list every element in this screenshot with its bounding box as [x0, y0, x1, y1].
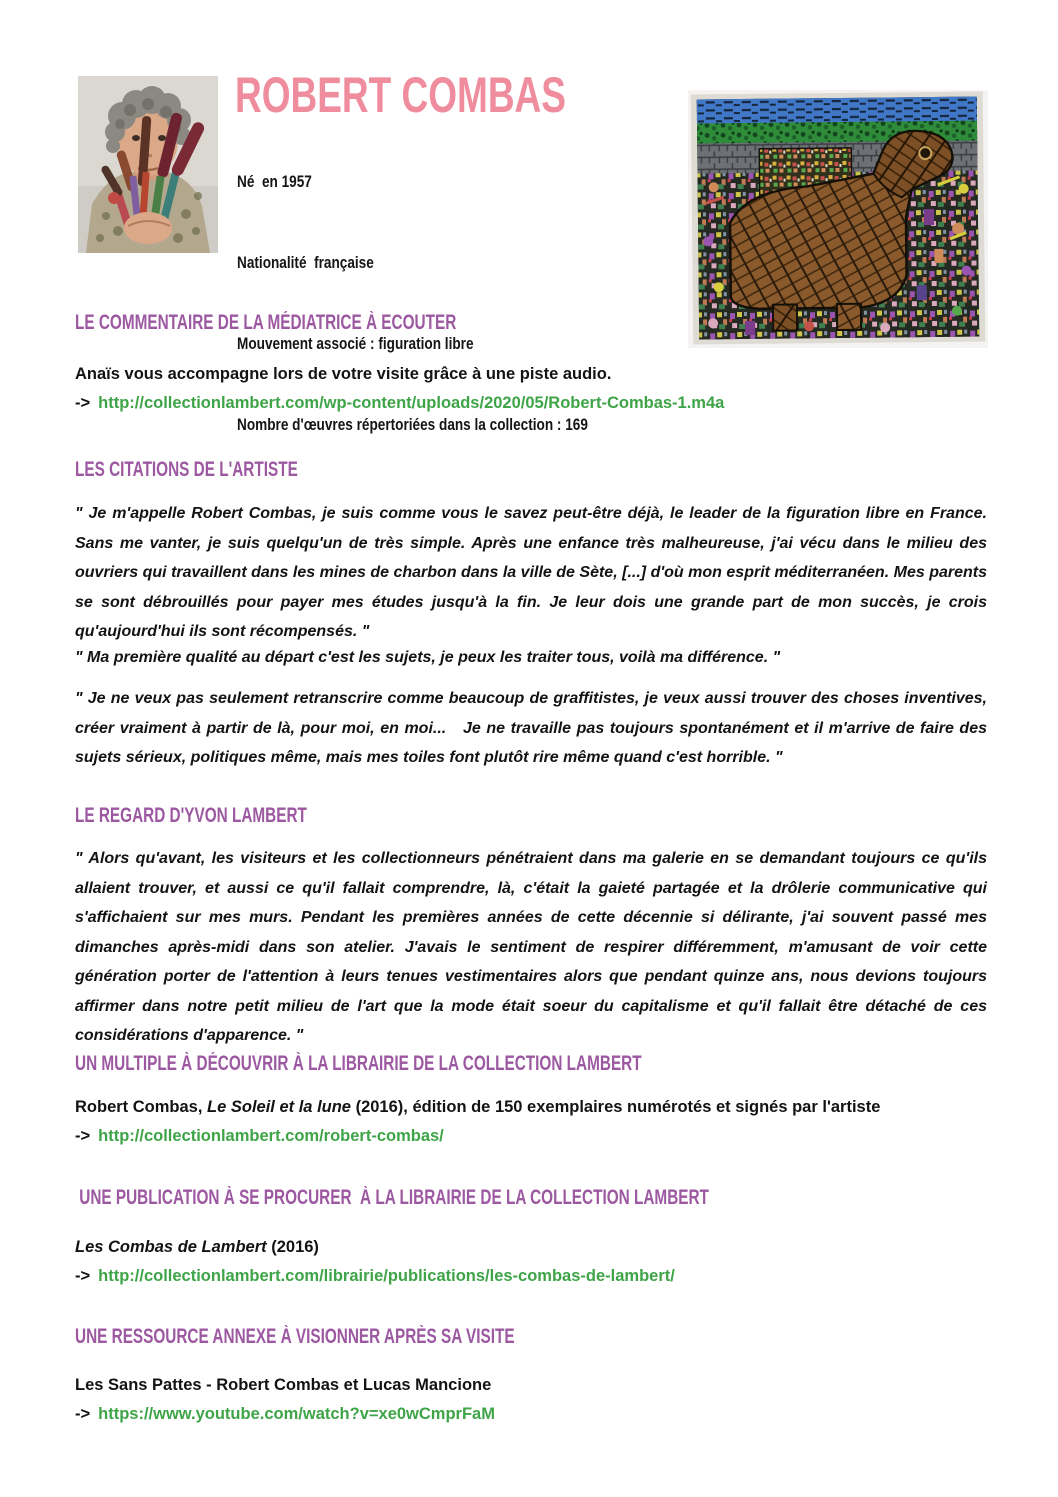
artist-quote-3: " Je ne veux pas seulement retranscrire comme beaucoup de graffitistes, je veux aussi trouver des choses inventives, créer vraiment à partir de là, pour moi, en moi... Je ne travaille pas toujours spontanément et il m'arrive de faire des sujets sérieux, politiques même, mais mes toiles font plutôt rire même quand c'est horrible. "	[75, 690, 992, 766]
portrait-photo	[78, 76, 218, 253]
publication-link-row	[75, 1263, 675, 1290]
publication-title: Les Combas de Lambert	[75, 1238, 267, 1256]
section-heading-publication: UNE PUBLICATION À SE PROCURER À LA LIBRAIRIE DE LA COLLECTION LAMBERT	[75, 1186, 709, 1209]
section-heading-regard: LE REGARD D'YVON LAMBERT	[75, 804, 307, 827]
audio-link[interactable]: http://collectionlambert.com/wp-content/uploads/2020/05/Robert-Combas-1.m4a	[98, 394, 725, 412]
artist-quote-1: " Je m'appelle Robert Combas, je suis comme vous le savez peut-être déjà, le leader de la figuration libre en France. Sans me vanter, je suis quelqu'un de très simple. Après une enfance très malheureuse, j'ai vécu dans le milieu des ouvriers qui travaillent dans les mines de charbon dans la ville de Sète, [...] d'où mon esprit méditerranéen. Mes parents se sont débrouillés pour payer mes études jusqu'à la fin. Je leur dois une grande part de mon succès, je crois qu'aujourd'hui ils sont récompensés. "	[75, 505, 992, 640]
link-arrow: ->	[75, 1267, 91, 1285]
artwork-image	[688, 90, 988, 348]
bio-works-count: Nombre d'œuvres répertoriées dans la collection : 169	[237, 415, 588, 434]
bio-nationality: Nationalité française	[237, 253, 374, 272]
multiple-link-row	[75, 1123, 444, 1150]
multiple-title: Le Soleil et la lune	[207, 1098, 351, 1116]
audio-link-row	[75, 390, 724, 417]
multiple-suffix: (2016), édition de 150 exemplaires numérotés et signés par l'artiste	[351, 1098, 881, 1116]
bio-born: Né en 1957	[237, 172, 312, 191]
link-arrow: ->	[75, 394, 91, 412]
section-heading-resource: UNE RESSOURCE ANNEXE À VISIONNER APRÈS SA VISITE	[75, 1325, 515, 1348]
portrait-illustration	[78, 76, 218, 253]
link-arrow: ->	[75, 1405, 91, 1423]
page-title: ROBERT COMBAS	[235, 67, 566, 123]
publication-description	[75, 1234, 319, 1261]
bio-movement: Mouvement associé : figuration libre	[237, 334, 474, 353]
multiple-link[interactable]: http://collectionlambert.com/robert-combas/	[98, 1127, 444, 1145]
yvon-lambert-quote: " Alors qu'avant, les visiteurs et les collectionneurs pénétraient dans ma galerie en se demandant toujours ce qu'ils allaient trouver, et aussi ce qu'il fallait comprendre, là, c'était la gaieté partagée et la drôlerie communicative qui s'affichaient sur mes murs. Pendant les premières années de cette décennie si délirante, j'ai souvent passé mes dimanches après-midi dans son atelier. J'avais le sentiment de respirer différemment, m'amusant de voir cette génération porter de l'attention à leurs tenues vestimentaires alors que pendant quinze ans, nous devions toujours affirmer dans notre petit milieu de l'art que la mode était soeur du capitalisme et qu'il fallait être détaché de ces considérations d'apparence. "	[75, 850, 992, 1044]
link-arrow: ->	[75, 1127, 91, 1145]
multiple-prefix: Robert Combas,	[75, 1098, 208, 1116]
section-heading-citations: LES CITATIONS DE L'ARTISTE	[75, 458, 298, 481]
publication-link[interactable]: http://collectionlambert.com/librairie/publications/les-combas-de-lambert/	[98, 1267, 675, 1285]
multiple-description	[75, 1094, 880, 1121]
resource-description: Les Sans Pattes - Robert Combas et Lucas Mancione	[75, 1376, 492, 1394]
artist-bio	[237, 114, 588, 492]
artwork-illustration	[688, 90, 988, 348]
audio-description: Anaïs vous accompagne lors de votre visite grâce à une piste audio.	[75, 365, 612, 383]
section-heading-multiple: UN MULTIPLE À DÉCOUVRIR À LA LIBRAIRIE DE LA COLLECTION LAMBERT	[75, 1052, 642, 1075]
artist-quote-2: " Ma première qualité au départ c'est les sujets, je peux les traiter tous, voilà ma différence. "	[75, 649, 781, 666]
video-link[interactable]: https://www.youtube.com/watch?v=xe0wCmprFaM	[98, 1405, 495, 1423]
section-heading-audio: LE COMMENTAIRE DE LA MÉDIATRICE À ECOUTER	[75, 311, 457, 334]
resource-link-row	[75, 1401, 495, 1428]
publication-suffix: (2016)	[266, 1238, 319, 1256]
